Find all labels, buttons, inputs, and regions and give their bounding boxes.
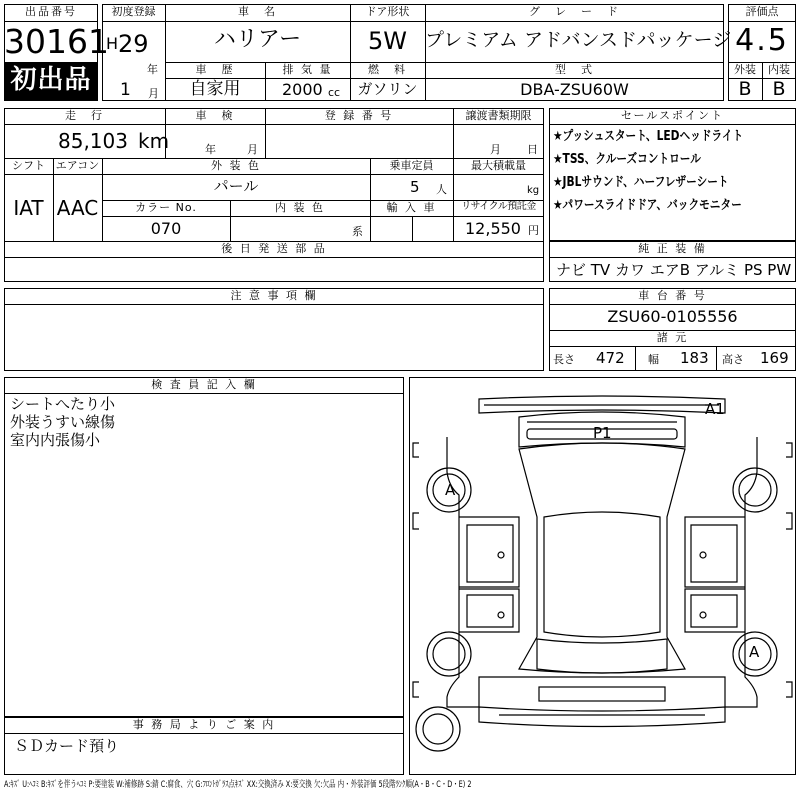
history-label: 車 歴 (195, 63, 235, 76)
displacement-unit: cc (328, 86, 341, 99)
rear-plate-area (539, 687, 665, 701)
damage-mark-p1: P1 (593, 424, 612, 442)
inspector-line-1: シートへたり小 (10, 395, 116, 413)
registration-number-label: 登 録 番 号 (324, 109, 394, 122)
recycle-value: 12,550 (465, 219, 521, 238)
sales-points-label: セールスポイント (620, 109, 724, 122)
fuel-value: ガソリン (357, 80, 418, 98)
inspector-line-3: 室内内張傷小 (10, 431, 101, 449)
displacement-value: 2000 (282, 80, 323, 99)
roof-outline (544, 512, 660, 637)
model-value: DBA-ZSU60W (520, 80, 629, 99)
capacity-value: 5 (410, 178, 420, 196)
era-letter: H (106, 34, 119, 53)
sales-point-4: ★パワースライドドア、バックモニター (553, 198, 742, 213)
chassis-number: ZSU60-0105556 (607, 307, 738, 326)
equipment-value: ナビ TV カワ エアB アルミ PS PW (556, 261, 792, 279)
capacity-unit: 人 (436, 183, 447, 196)
inspection-label: 車 検 (195, 109, 235, 122)
inspector-line-2: 外装うすい線傷 (10, 413, 116, 431)
exterior-grade: B (738, 78, 752, 100)
dimensions-label: 諸 元 (656, 331, 689, 344)
ac-value: AAC (56, 196, 99, 220)
exterior-label: 外装 (734, 63, 756, 76)
inspector-label: 検 査 員 記 入 欄 (151, 378, 257, 391)
transfer-month-unit: 月 (490, 143, 501, 156)
year-unit: 年 (147, 63, 158, 76)
width-value: 183 (680, 349, 709, 367)
width-label: 幅 (648, 353, 659, 366)
score-label: 評価点 (745, 5, 779, 18)
parts-label: 後 日 発 送 部 品 (221, 242, 327, 255)
mileage-label: 走 行 (65, 109, 104, 122)
chassis-label: 車 台 番 号 (638, 289, 707, 302)
office-label: 事 務 局 よ り ご 案 内 (132, 718, 276, 731)
rear-window (537, 639, 667, 673)
door-label: ドア形状 (365, 5, 410, 18)
first-listing-text: 初出品 (10, 65, 92, 95)
damage-mark-a1: A1 (705, 400, 725, 418)
inspection-month-unit: 月 (247, 143, 258, 156)
color-value: パール (213, 177, 259, 195)
notes-label: 注 意 事 項 欄 (230, 289, 318, 302)
transfer-day-unit: 日 (527, 143, 538, 156)
shift-label: シフト (12, 159, 45, 172)
sales-point-3: ★JBLサウンド、ハーフレザーシート (553, 175, 729, 190)
load-label: 最大積載量 (471, 159, 526, 172)
import-label: 輸 入 車 (386, 201, 437, 214)
year-value: 29 (118, 30, 149, 58)
rear-bumper-outline (479, 707, 725, 727)
interior-color-unit: 系 (352, 225, 363, 238)
interior-color-label: 内 装 色 (275, 201, 325, 214)
length-label: 長さ (553, 353, 575, 366)
score-value: 4.5 (735, 23, 789, 58)
recycle-label: リサイクル預託金 (461, 201, 536, 212)
equipment-label: 純 正 装 備 (638, 242, 707, 255)
transfer-deadline-label: 譲渡書類期限 (465, 109, 532, 122)
body-outline (447, 437, 760, 707)
recycle-unit: 円 (528, 224, 539, 237)
color-number-value: 070 (150, 219, 182, 238)
office-note: ＳＤカード預り (14, 737, 120, 755)
displacement-label: 排 気 量 (282, 63, 333, 76)
first-registration-label: 初度登録 (111, 5, 156, 18)
car-name-label: 車 名 (238, 5, 277, 18)
color-number-label: カラー No. (135, 201, 197, 214)
month-value: 1 (120, 80, 131, 100)
damage-legend: A:ｷｽﾞ U:ﾍｺﾐ B:ｷｽﾞを伴うﾍｺﾐ P:要塗装 W:補修跡 S:錆 C:腐食、穴 G:ﾌﾛﾝﾄｶﾞﾗｽ点ｷｽﾞ XX:交換済み X:要交換 欠:欠品 内・外装評価 5段階ﾗﾝｸ順(A・B・C・D・E) 2 (4, 780, 472, 790)
lot-number: 30161 (4, 22, 109, 61)
length-value: 472 (596, 349, 625, 367)
ac-label: エアコン (55, 159, 100, 172)
sales-point-2: ★TSS、クルーズコントロール (553, 152, 701, 167)
fuel-label: 燃 料 (368, 63, 407, 76)
model-label: 型 式 (555, 63, 594, 76)
mileage-value: 85,103 (58, 129, 128, 153)
interior-label: 内装 (768, 63, 790, 76)
lot-number-label: 出品番号 (25, 5, 77, 18)
load-unit: kg (527, 185, 540, 196)
car-name: ハリアー (213, 27, 302, 52)
mileage-unit: km (138, 129, 170, 153)
left-front-door (459, 517, 519, 587)
grade-value: プレミアム アドバンスドパッケージ (425, 29, 732, 51)
damage-mark-a-left: A (445, 481, 456, 499)
color-label: 外 装 色 (211, 159, 261, 172)
history-value: 自家用 (189, 79, 241, 99)
grade-label: グ レ ー ド (529, 5, 620, 18)
capacity-label: 乗車定員 (389, 159, 434, 172)
month-unit: 月 (148, 87, 159, 100)
sales-point-1: ★プッシュスタート、LEDヘッドライト (553, 129, 744, 144)
height-label: 高さ (722, 353, 744, 366)
inspection-year-unit: 年 (205, 143, 216, 156)
right-front-door (685, 517, 745, 587)
shift-value: IAT (13, 196, 44, 220)
height-value: 169 (760, 349, 789, 367)
interior-grade: B (772, 78, 786, 100)
damage-mark-a-right: A (749, 643, 760, 661)
door-value: 5W (368, 27, 407, 55)
